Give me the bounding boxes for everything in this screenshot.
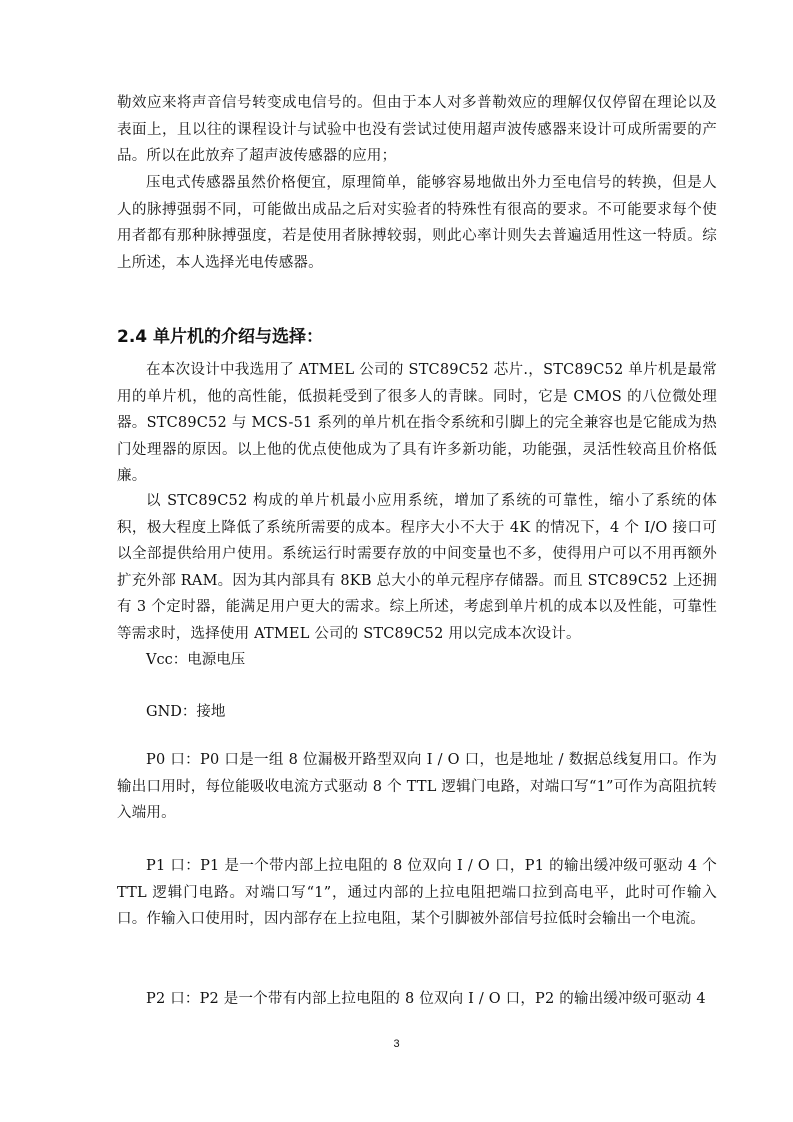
paragraph-minimum-system: 以 STC89C52 构成的单片机最小应用系统，增加了系统的可靠性，缩小了系统的体积，极大程度上降低了系统所需要的成本。程序大小不大于 4K 的情况下，4 个 I/O 接口可以全部提供给用户使用。系统运行时需要存放的中间变量也不多，使得用户可以不用再额外扩充外部 RAM。因为其内部具有 8KB 总大小的单元程序存储器。而且 STC89C52 上还拥有 3 个定时器，能满足用户更大的需求。综上所述，考虑到单片机的成本以及性能，可靠性等需求时，选择使用 ATMEL 公司的 STC89C52 用以完成本次设计。 [117, 493, 717, 642]
pin-vcc: Vcc：电源电压 [146, 652, 246, 668]
paragraph-p1-port: P1 口：P1 是一个带内部上拉电阻的 8 位双向 I / O 口，P1 的输出缓冲级可驱动 4 个 TTL 逻辑门电路。对端口写“1”，通过内部的上拉电阻把端口拉到高电平，此时可作输入口。作输入口使用时，因内部存在上拉电阻，某个引脚被外部信号拉低时会输出一个电流。 [117, 858, 717, 927]
pin-gnd: GND：接地 [146, 704, 226, 720]
paragraph-piezoelectric: 压电式传感器虽然价格便宜，原理简单，能够容易地做出外力至电信号的转换，但是人人的脉搏强弱不同，可能做出成品之后对实验者的特殊性有很高的要求。不可能要求每个使用者都有那种脉搏强度，若是使用者脉搏较弱，则此心率计则失去普遍适用性这一特质。综上所述，本人选择光电传感器。 [117, 175, 717, 271]
paragraph-mcu-selection: 在本次设计中我选用了 ATMEL 公司的 STC89C52 芯片.，STC89C52 单片机是最常用的单片机，他的高性能，低损耗受到了很多人的青睐。同时，它是 CMOS 的八位微处理器。STC89C52 与 MCS-51 系列的单片机在指令系统和引脚上的完全兼容也是它能成为热门处理器的原因。以上他的优点使他成为了具有许多新功能，功能强，灵活性较高且价格低廉。 [117, 362, 717, 484]
page-number: 3 [393, 1038, 400, 1050]
section-heading: 2.4 单片机的介绍与选择： [117, 327, 324, 347]
paragraph-ultrasonic: 勒效应来将声音信号转变成电信号的。但由于本人对多普勒效应的理解仅仅停留在理论以及表面上，且以往的课程设计与试验中也没有尝试过使用超声波传感器来设计可成所需要的产品。所以在此放弃了超声波传感器的应用； [117, 95, 717, 164]
paragraph-p2-port: P2 口：P2 是一个带有内部上拉电阻的 8 位双向 I / O 口，P2 的输出缓冲级可驱动 4 [146, 991, 706, 1007]
paragraph-p0-port: P0 口：P0 口是一组 8 位漏极开路型双向 I / O 口，也是地址 / 数据总线复用口。作为输出口用时，每位能吸收电流方式驱动 8 个 TTL 逻辑门电路，对端口写“1”可作为高阻抗转入端用。 [117, 752, 717, 821]
